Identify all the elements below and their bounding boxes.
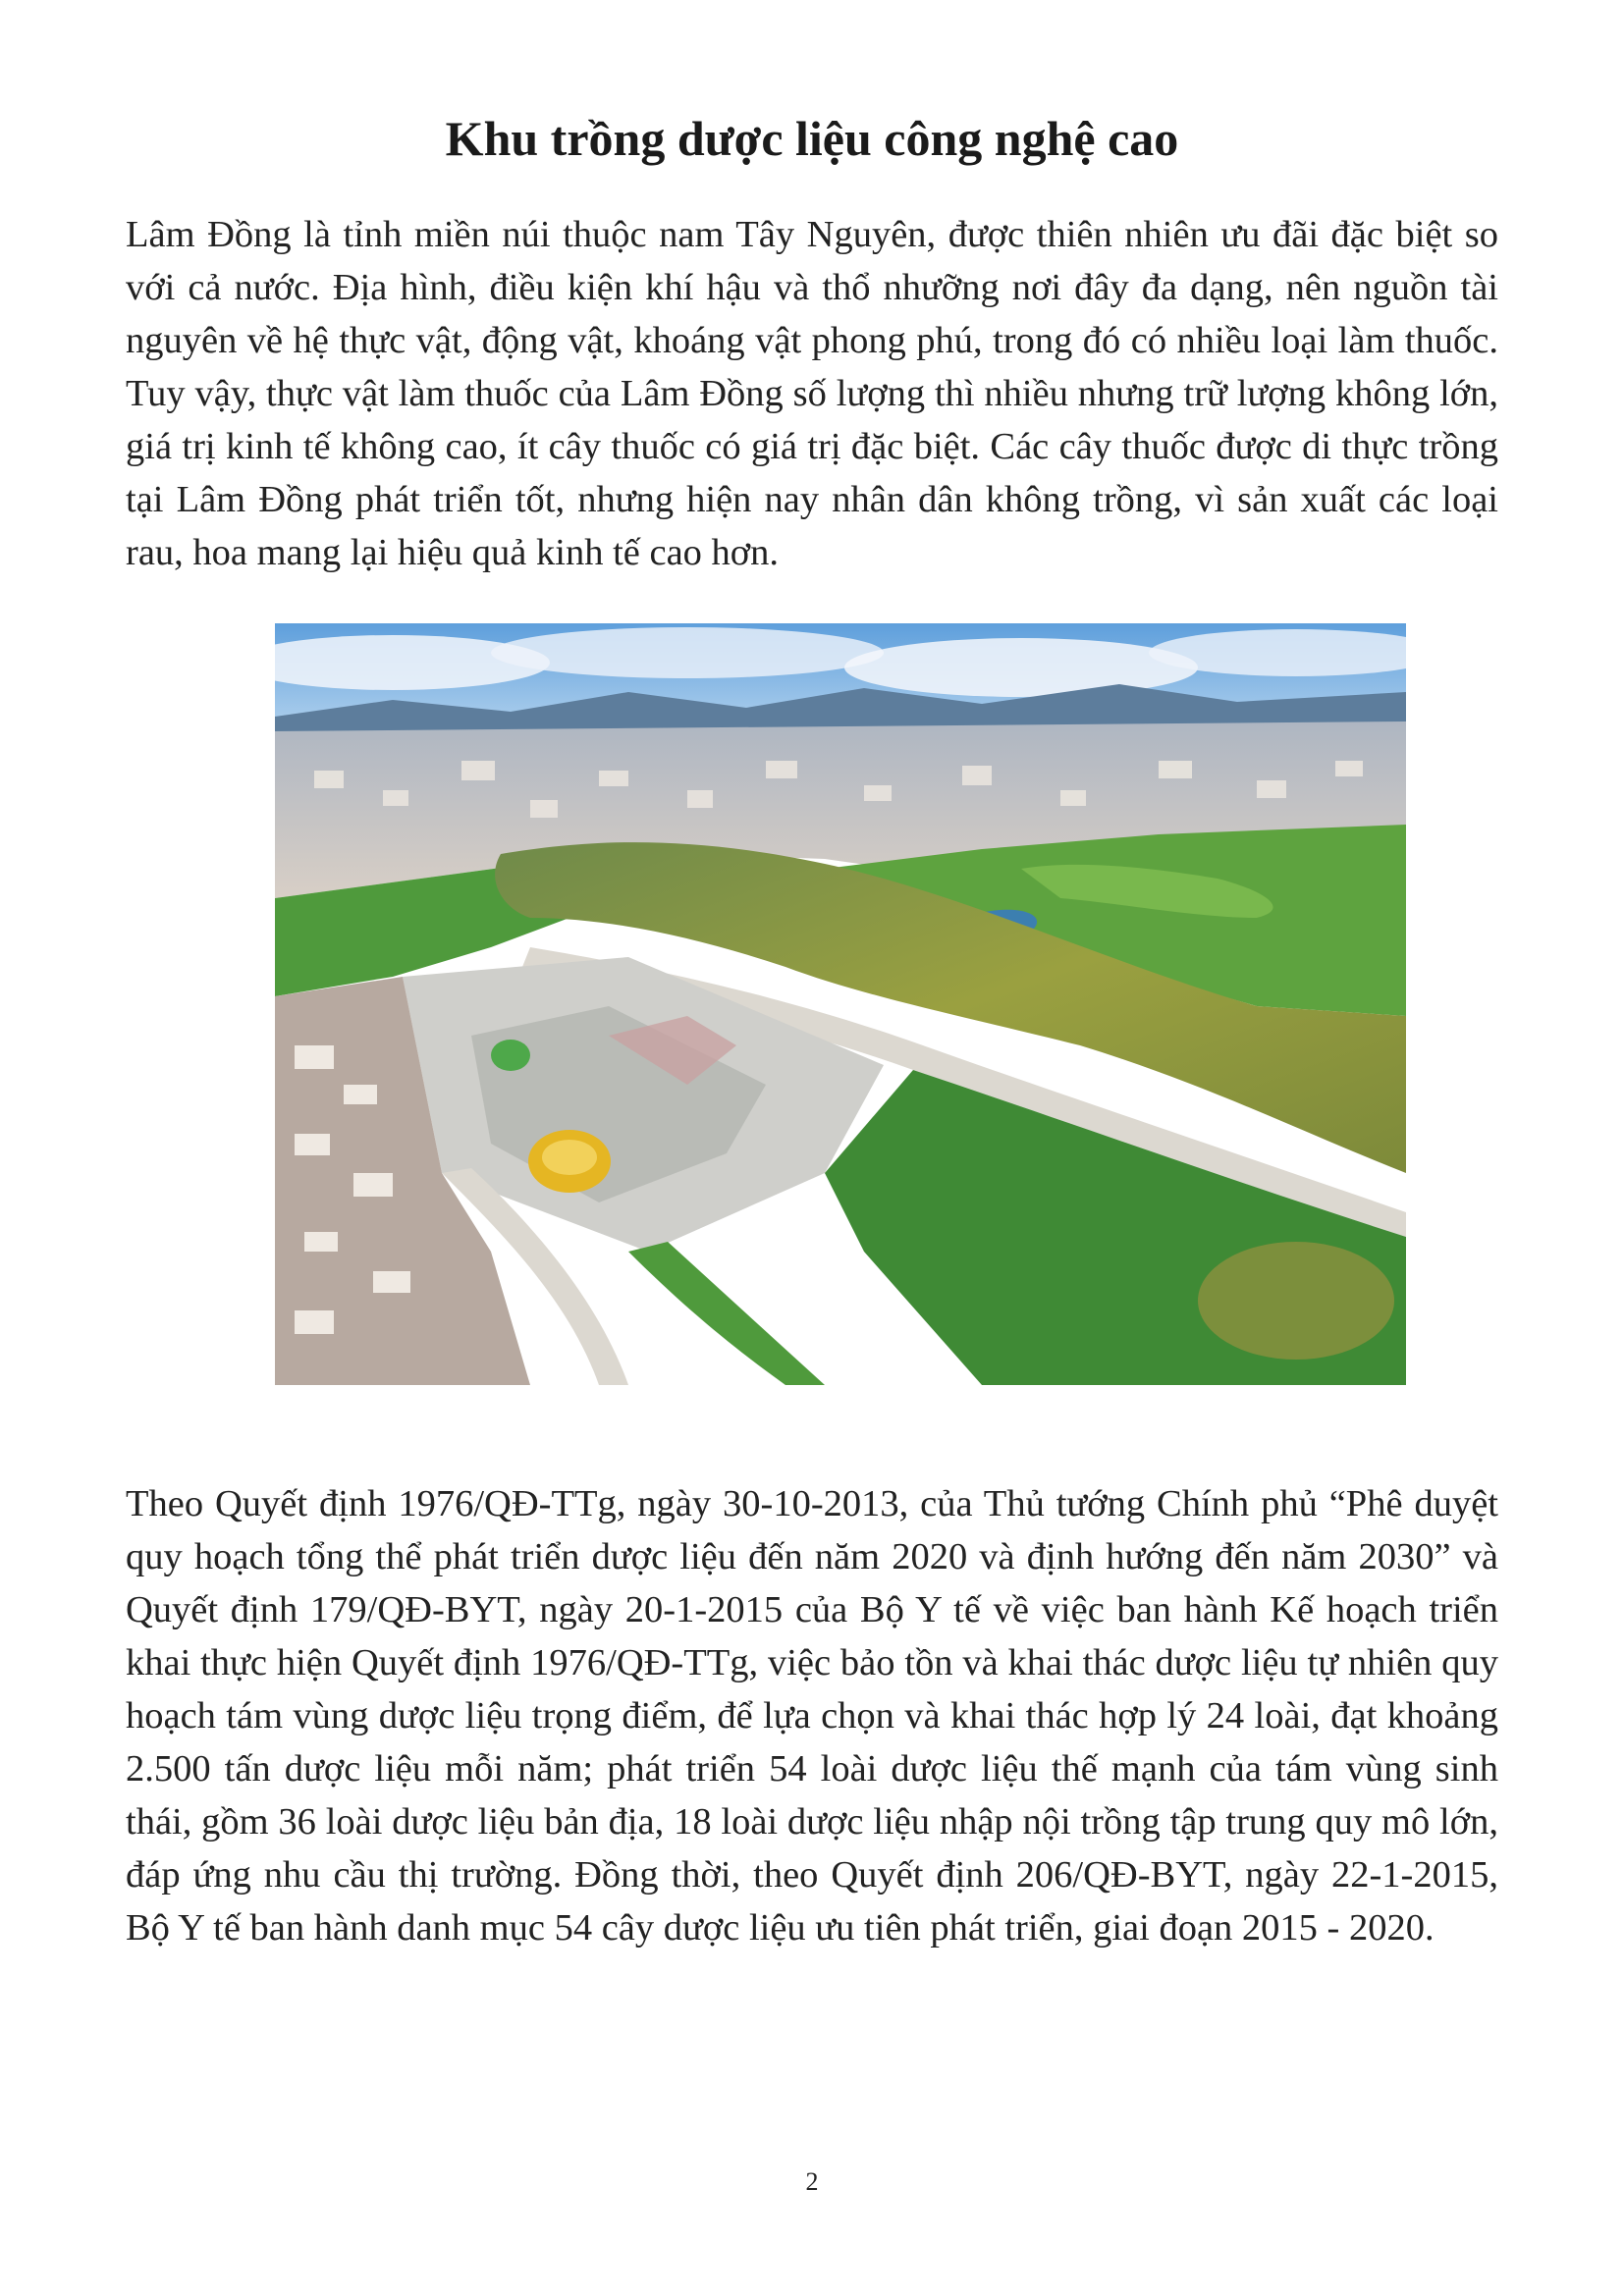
aerial-photo-da-lat [275,623,1406,1385]
paragraph-intro: Lâm Đồng là tỉnh miền núi thuộc nam Tây Nguyên, được thiên nhiên ưu đãi đặc biệt so với cả nước. Địa hình, điều kiện khí hậu và thổ nhưỡng nơi đây đa dạng, nên nguồn tài nguyên về hệ thực vật, động vật, khoáng vật phong phú, trong đó có nhiều loại làm thuốc. Tuy vậy, thực vật làm thuốc của Lâm Đồng số lượng thì nhiều nhưng trữ lượng không lớn, giá trị kinh tế không cao, ít cây thuốc có giá trị đặc biệt. Các cây thuốc được di thực trồng tại Lâm Đồng phát triển tốt, nhưng hiện nay nhân dân không trồng, vì sản xuất các loại rau, hoa mang lại hiệu quả kinh tế cao hơn. [126,214,1498,573]
aerial-photo-illustration [275,623,1406,1385]
page-number: 2 [805,2167,819,2196]
page-title: Khu trồng dược liệu công nghệ cao [445,111,1179,166]
paragraph-decision: Theo Quyết định 1976/QĐ-TTg, ngày 30-10-2013, của Thủ tướng Chính phủ “Phê duyệt quy hoạch tổng thể phát triển dược liệu đến năm 2020 và định hướng đến năm 2030” và Quyết định 179/QĐ-BYT, ngày 20-1-2015 của Bộ Y tế về việc ban hành Kế hoạch triển khai thực hiện Quyết định 1976/QĐ-TTg, việc bảo tồn và khai thác dược liệu tự nhiên quy hoạch tám vùng dược liệu trọng điểm, để lựa chọn và khai thác hợp lý 24 loài, đạt khoảng 2.500 tấn dược liệu mỗi năm; phát triển 54 loài dược liệu thế mạnh của tám vùng sinh thái, gồm 36 loài dược liệu bản địa, 18 loài dược liệu nhập nội trồng tập trung quy mô lớn, đáp ứng nhu cầu thị trường. Đồng thời, theo Quyết định 206/QĐ-BYT, ngày 22-1-2015, Bộ Y tế ban hành danh mục 54 cây dược liệu ưu tiên phát triển, giai đoạn 2015 - 2020. [126,1483,1498,1949]
